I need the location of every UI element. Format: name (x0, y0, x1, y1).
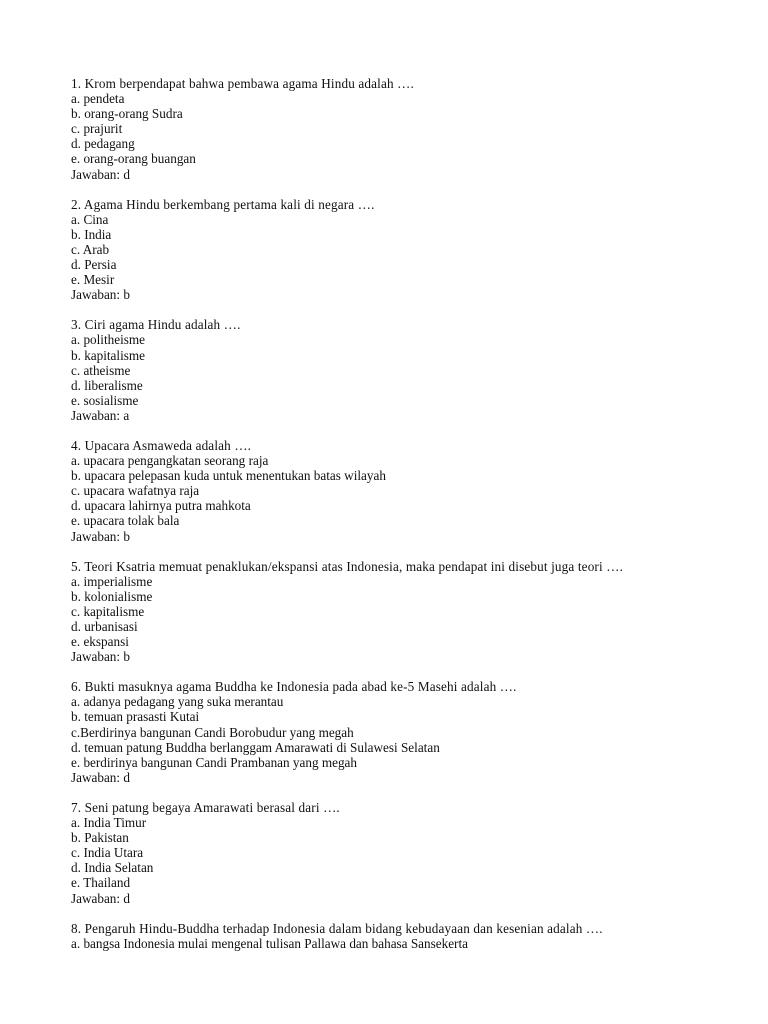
option-d: d. pedagang (71, 136, 135, 152)
option-a: a. upacara pengangkatan seorang raja (71, 453, 269, 469)
option-b: b. India (71, 226, 112, 242)
question-3 (71, 317, 751, 423)
option-d: d. India Selatan (71, 860, 154, 876)
answer-key: Jawaban: b (71, 528, 130, 544)
question-text: 1. Krom berpendapat bahwa pembawa agama Hindu adalah …. (71, 76, 414, 91)
question-text: 2. Agama Hindu berkembang pertama kali di negara …. (71, 196, 375, 212)
option-b: b. upacara pelepasan kuda untuk menentukan batas wilayah (71, 468, 386, 484)
answer-key: Jawaban: b (71, 287, 130, 303)
question-text: 8. Pengaruh Hindu-Buddha terhadap Indonesia dalam bidang kebudayaan dan kesenian adalah …. (71, 920, 603, 936)
option-c: c. prajurit (71, 121, 123, 137)
question-8 (71, 921, 751, 951)
option-c: c. atheisme (71, 362, 131, 378)
question-4 (71, 438, 751, 544)
option-d: d. temuan patung Buddha berlanggam Amarawati di Sulawesi Selatan (71, 739, 440, 755)
option-a: a. adanya pedagang yang suka merantau (71, 694, 284, 710)
option-c: c.Berdirinya bangunan Candi Borobudur yang megah (71, 724, 354, 740)
question-text: 6. Bukti masuknya agama Buddha ke Indonesia pada abad ke-5 Masehi adalah …. (71, 679, 517, 695)
question-text: 7. Seni patung begaya Amarawati berasal dari …. (71, 799, 340, 815)
question-2 (71, 197, 751, 303)
document-page (71, 76, 751, 966)
question-1 (71, 76, 751, 182)
option-a: a. India Timur (71, 815, 147, 831)
answer-key: Jawaban: a (71, 407, 130, 423)
question-6 (71, 679, 751, 785)
option-b: b. kapitalisme (71, 347, 145, 363)
option-b: b. orang-orang Sudra (71, 106, 183, 122)
option-e: e. upacara tolak bala (71, 513, 180, 529)
question-5 (71, 559, 751, 665)
answer-key: Jawaban: b (71, 649, 130, 665)
answer-key: Jawaban: d (71, 890, 130, 906)
option-e: e. Mesir (71, 272, 115, 288)
option-a: a. bangsa Indonesia mulai mengenal tulisan Pallawa dan bahasa Sansekerta (71, 935, 468, 951)
option-d: d. urbanisasi (71, 619, 138, 634)
option-e: e. berdirinya bangunan Candi Prambanan yang megah (71, 754, 358, 770)
option-d: d. upacara lahirnya putra mahkota (71, 498, 251, 514)
option-e: e. sosialisme (71, 392, 139, 408)
option-e: e. ekspansi (71, 634, 129, 650)
answer-key: Jawaban: d (71, 769, 130, 785)
question-text: 5. Teori Ksatria memuat penaklukan/ekspansi atas Indonesia, maka pendapat ini disebut juga teori …. (71, 558, 624, 574)
option-a: a. imperialisme (71, 573, 153, 589)
option-c: c. upacara wafatnya raja (71, 483, 200, 499)
answer-key: Jawaban: d (71, 166, 130, 182)
question-7 (71, 800, 751, 906)
option-a: a. politheisme (71, 332, 145, 348)
option-a: a. Cina (71, 211, 109, 227)
option-b: b. Pakistan (71, 830, 129, 846)
option-a: a. pendeta (71, 91, 125, 107)
option-b: b. temuan prasasti Kutai (71, 709, 200, 725)
option-b: b. kolonialisme (71, 588, 153, 604)
question-text: 4. Upacara Asmaweda adalah …. (71, 437, 252, 453)
option-d: d. Persia (71, 257, 117, 273)
option-e: e. Thailand (71, 875, 131, 891)
option-c: c. India Utara (71, 845, 144, 861)
option-e: e. orang-orang buangan (71, 151, 196, 167)
option-c: c. kapitalisme (71, 603, 145, 619)
option-c: c. Arab (71, 241, 110, 257)
option-d: d. liberalisme (71, 377, 143, 393)
question-text: 3. Ciri agama Hindu adalah …. (71, 317, 241, 333)
